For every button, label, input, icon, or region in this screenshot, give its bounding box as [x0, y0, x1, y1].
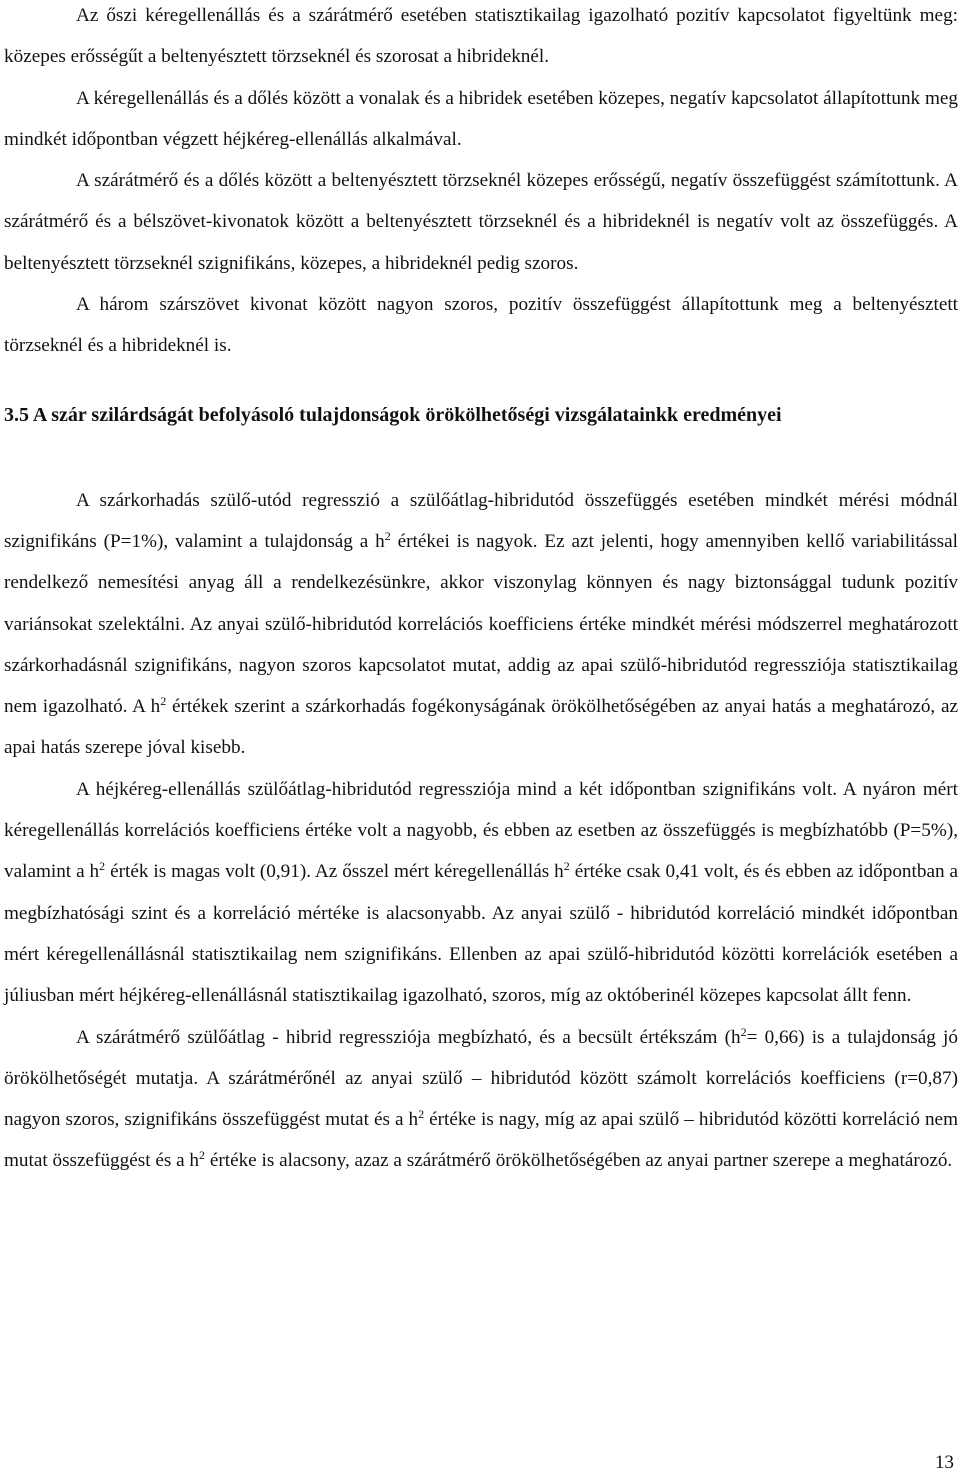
superscript-2: 2 — [99, 859, 106, 874]
paragraph-szaratmero-doles: A szárátmérő és a dőlés között a beltenyésztett törzseknél közepes erősségű, negatív összefüggést számítottunk. A szárátmérő és a bélszövet-kivonatok között a beltenyésztett törzseknél és a hibrideknél is negatív volt az összefüggés. A beltenyésztett törzseknél szignifikáns, közepes, a hibrideknél pedig szoros. — [4, 170, 958, 274]
superscript-2: 2 — [160, 694, 167, 709]
superscript-2: 2 — [199, 1148, 206, 1163]
superscript-2: 2 — [418, 1107, 425, 1122]
superscript-2: 2 — [563, 859, 570, 874]
paragraph-kereg-doles: A kéregellenállás és a dőlés között a vonalak és a hibridek esetében közepes, negatív kapcsolatot állapítottunk meg mindkét időpontban végzett héjkéreg-ellenállás alkalmával. — [4, 87, 958, 150]
paragraph-szaratmero-regresszio: A szárátmérő szülőátlag - hibrid regressziója megbízható, és a becsült értékszám $(h^2= 0,66)$ is a tulajdonság jó örökölhetőségét mutatja. A szárátmérőnél az anyai szülő – hibridutód között számolt korrelációs koefficiens (r=0,87) nagyon szoros, szignifikáns összefüggést mutat és a $h^2$ értéke is nagy, míg az apai szülő – hibridutód közötti korreláció nem mutat összefüggést és a $h^2$ értéke is alacsony, azaz a szárátmérő örökölhetőségében az anyai partner szerepe a meghatározó. — [4, 1024, 958, 1172]
paragraph-hejkereg-ellenallas: A héjkéreg-ellenállás szülőátlag-hibridutód regressziója mind a két időpontban szignifikáns volt. A nyáron mért kéregellenállás korrelációs koefficiens értéke volt a nagyobb, és ebben az esetben az összefüggés is megbízhatóbb (P=5%), valamint a $h^2$ érték is magas volt (0,91). Az ősszel mért kéregellenállás $h^2$ értéke csak 0,41 volt, és és ebben az időpontban a megbízhatósági szint és a korreláció mértéke is alacsonyabb. Az anyai szülő - hibridutód korreláció mindkét időpontban mért kéregellenállásnál statisztikailag nem szignifikáns. Ellenben az apai szülő-hibridutód közötti korrelációk esetében a júliusban mért héjkéreg-ellenállásnál statisztikailag igazolható, szoros, míg az októberinél közepes kapcsolat állt fenn. — [4, 778, 959, 1007]
superscript-2: 2 — [384, 528, 391, 543]
paragraph-szarkorhadas: A szárkorhadás szülő-utód regresszió a szülőátlag-hibridutód összefüggés esetében mindkét mérési módnál szignifikáns (P=1%), valamint a tulajdonság a $h^2$ értékei is nagyok. Ez azt jelenti, hogy amennyiben kellő variabilitással rendelkező nemesítési anyag áll a rendelkezésünkre, akkor viszonylag könnyen és nagy biztonsággal tudunk pozitív variánsokat szelektálni. Az anyai szülő-hibridutód korrelációs koefficiens értéke mindkét mérési módszerrel meghatározott szárkorhadásnál szignifikáns, nagyon szoros kapcsolatot mutat, addig az apai szülő-hibridutód regressziója statisztikailag nem igazolható. A $h^2$ értékek szerint a szárkorhadás fogékonyságának örökölhetőségében az anyai hatás a meghatározó, az apai hatás szerepe jóval kisebb. — [4, 489, 958, 759]
section-heading: 3.5 A szár szilárdságát befolyásoló tulajdonságok örökölhetőségi vizsgálatainkk eredményei — [4, 403, 782, 426]
paragraph-kereg-szaratmero: Az őszi kéregellenállás és a szárátmérő esetében statisztikailag igazolható pozitív kapcsolatot figyeltünk meg: közepes erősségűt a beltenyésztett törzseknél és szorosat a hibrideknél. — [4, 5, 958, 68]
page-number: 13 — [934, 1452, 954, 1473]
heading-spacer — [4, 436, 958, 480]
paragraph-szarszovet-kivonat: A három szárszövet kivonat között nagyon szoros, pozitív összefüggést állapítottunk meg a beltenyésztett törzseknél és a hibrideknél is. — [4, 294, 958, 357]
superscript-2: 2 — [740, 1024, 747, 1039]
document-page — [4, 0, 958, 1182]
